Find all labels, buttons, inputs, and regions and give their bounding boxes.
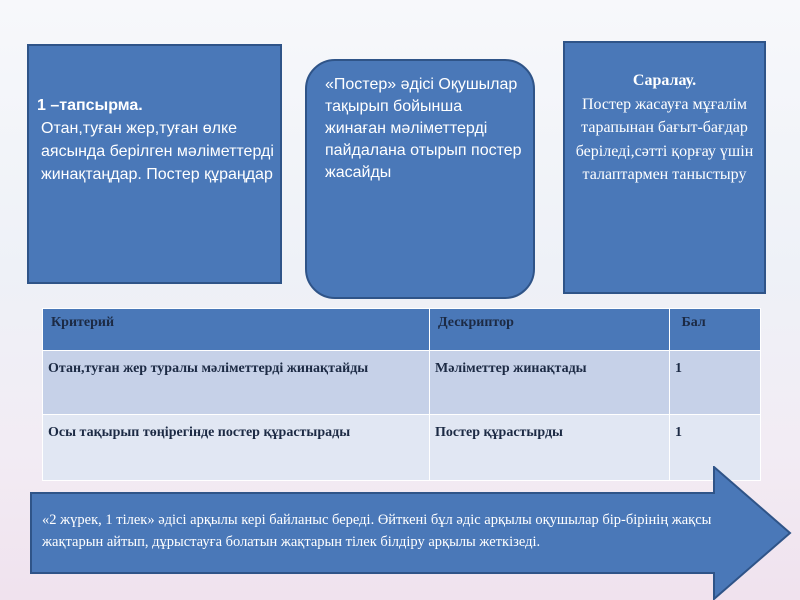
header-criterion: Критерий xyxy=(43,309,430,351)
table-cell: Мәліметтер жинақтады xyxy=(430,351,670,415)
table-cell: 1 xyxy=(670,351,761,415)
task-box xyxy=(27,44,282,284)
header-score: Бал xyxy=(670,309,761,351)
table-header-row xyxy=(43,309,761,351)
table-row xyxy=(43,351,761,415)
feedback-text: «2 жүрек, 1 тілек» әдісі арқылы кері байланыс береді. Өйткені бұл әдіс арқылы оқушылар бір-бірінің жақсы жақтарын айтып, дұрыстауға болатын жақтарын тілек білдіру арқылы жеткізеді. xyxy=(42,512,712,550)
differentiation-body: Постер жасауға мұғалім тарапынан бағыт-бағдар беріледі,сәтті қорғау үшін талаптармен таныстыру xyxy=(575,95,754,183)
table-cell: 1 xyxy=(670,415,761,481)
table-cell: Отан,туған жер туралы мәліметтерді жинақтайды xyxy=(43,351,430,415)
criteria-table xyxy=(42,308,761,481)
differentiation-box xyxy=(563,41,766,294)
differentiation-title: Саралау. xyxy=(632,72,697,89)
task-title: 1 –тапсырма. xyxy=(37,97,143,114)
task-body: Отан,туған жер,туған өлке аясында берілген мәліметтерді жинақтаңдар. Постер құраңдар xyxy=(41,120,274,183)
poster-method-box xyxy=(305,59,535,299)
poster-method-text: «Постер» әдісі Оқушылар тақырып бойынша жинаған мәліметтерді пайдалана отырып постер жасайды xyxy=(325,76,522,181)
table-cell: Постер құрастырды xyxy=(430,415,670,481)
header-descriptor: Дескриптор xyxy=(430,309,670,351)
table-cell: Осы тақырып төңірегінде постер құрастырады xyxy=(43,415,430,481)
